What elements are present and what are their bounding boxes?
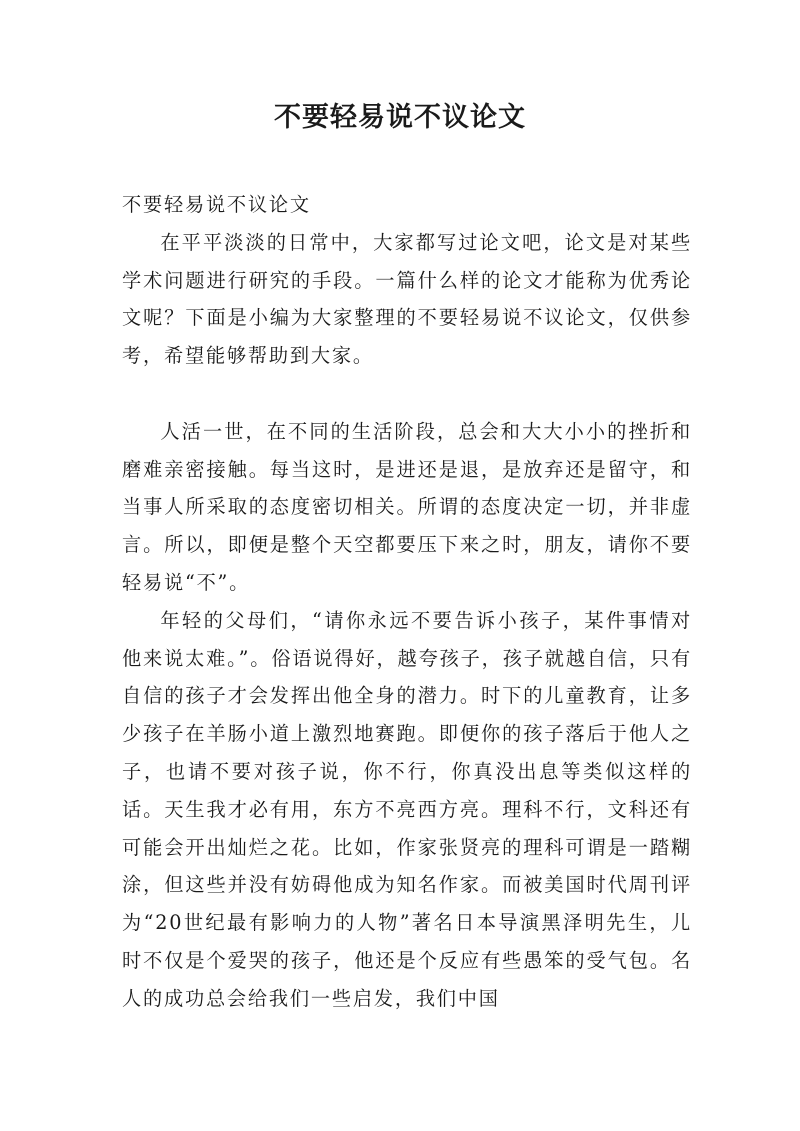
paragraph-spacer bbox=[122, 375, 692, 413]
document-subtitle: 不要轻易说不议论文 bbox=[122, 193, 311, 216]
document-body bbox=[122, 186, 692, 1018]
body-paragraph-1: 人活一世，在不同的生活阶段，总会和大大小小的挫折和磨难亲密接触。每当这时，是进还是退，是放弃还是留守，和当事人所采取的态度密切相关。所谓的态度决定一切，并非虚言。所以，即便是整个天空都要压下来之时，朋友，请你不要轻易说“不”。 bbox=[122, 419, 692, 594]
intro-paragraph: 在平平淡淡的日常中，大家都写过论文吧，论文是对某些学术问题进行研究的手段。一篇什么样的论文才能称为优秀论文呢？下面是小编为大家整理的不要轻易说不议论文，仅供参考，希望能够帮助到大家。 bbox=[122, 230, 692, 368]
document-title: 不要轻易说不议论文 bbox=[274, 102, 526, 133]
body-paragraph-2: 年轻的父母们，“请你永远不要告诉小孩子，某件事情对他来说太难。”。俗语说得好，越夸孩子，孩子就越自信，只有自信的孩子才会发挥出他全身的潜力。时下的儿童教育，让多少孩子在羊肠小道上激烈地赛跑。即便你的孩子落后于他人之子，也请不要对孩子说，你不行，你真没出息等类似这样的话。天生我才必有用，东方不亮西方亮。理科不行，文科还有可能会开出灿烂之花。比如，作家张贤亮的理科可谓是一踏糊涂，但这些并没有妨碍他成为知名作家。而被美国时代周刊评为“20世纪最有影响力的人物”著名日本导演黑泽明先生，儿时不仅是个爱哭的孩子，他还是个反应有些愚笨的受气包。名人的成功总会给我们一些启发，我们中国 bbox=[122, 608, 692, 1010]
